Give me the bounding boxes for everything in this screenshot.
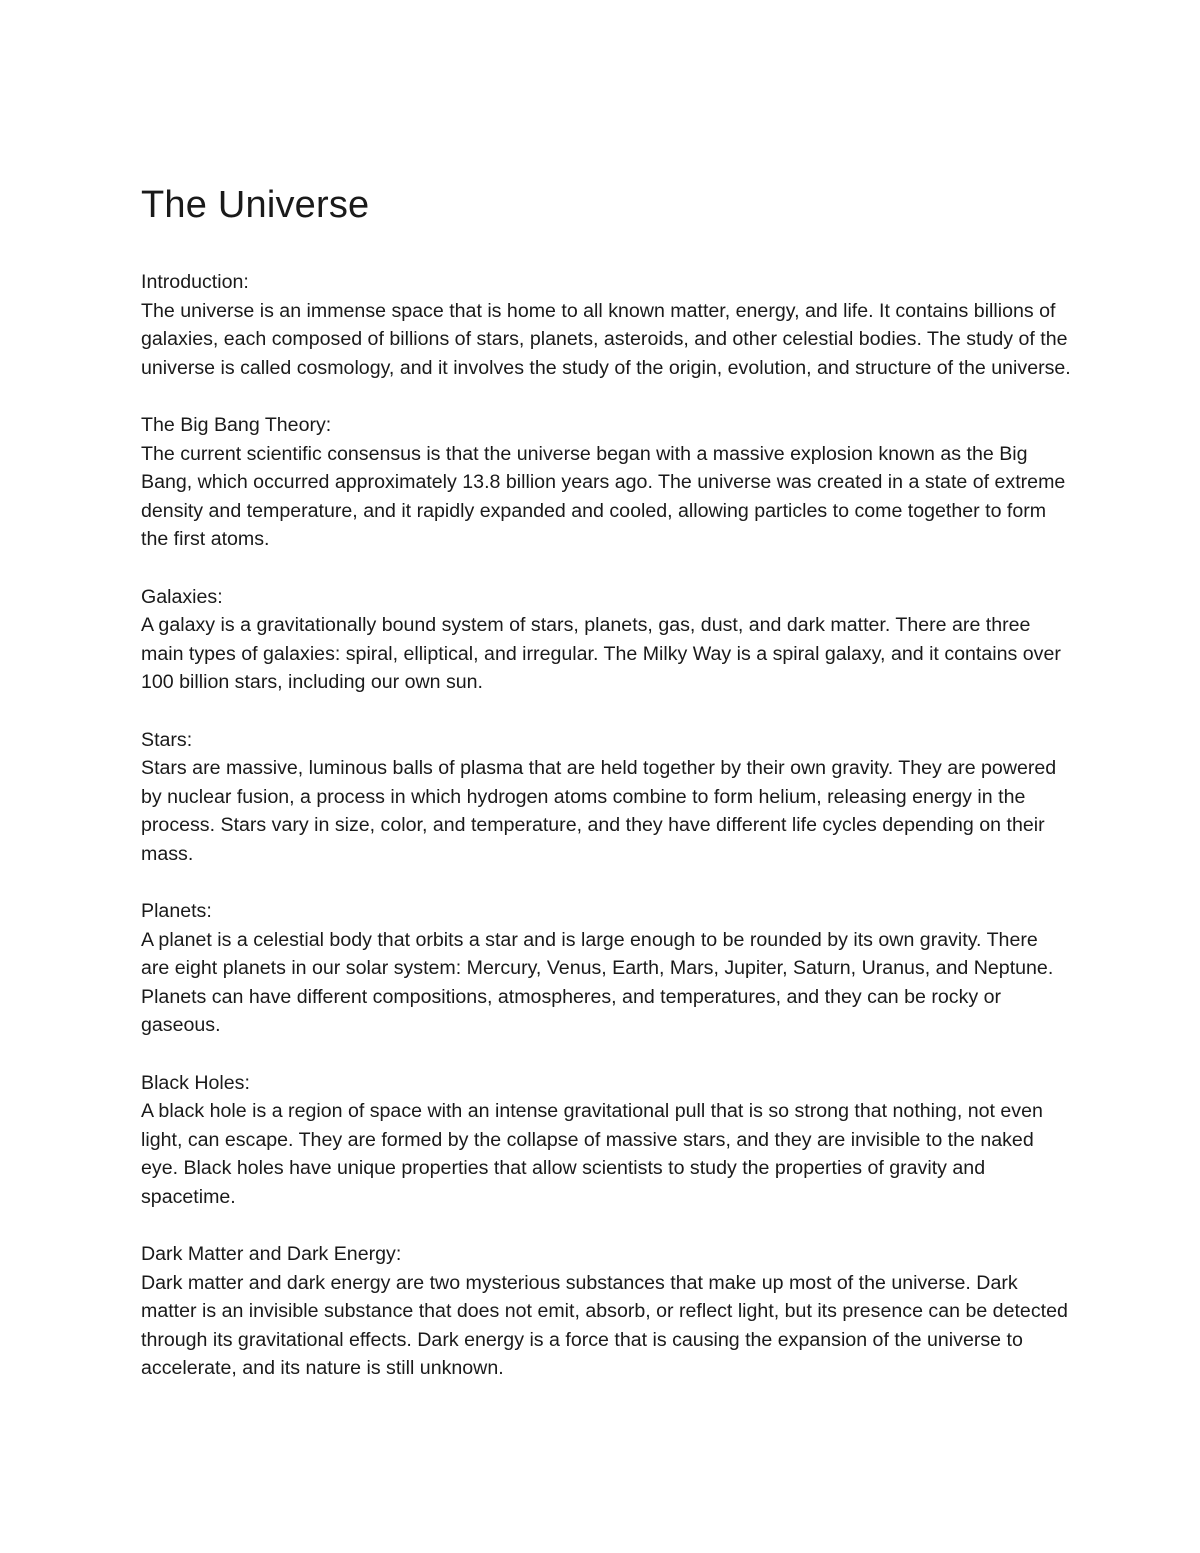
document-content	[141, 182, 1071, 1412]
section-dark-matter-and-dark-energy	[141, 1240, 1071, 1383]
section-heading: Black Holes:	[141, 1071, 250, 1094]
section-heading: Introduction:	[141, 271, 249, 293]
document-title: The Universe	[141, 184, 370, 226]
section-body: The current scientific consensus is that the universe began with a massive explosion known as the Big Bang, which occurred approximately 13.8 billion years ago. The universe was created in a state of extreme density and temperature, and it rapidly expanded and cooled, allowing particles to come together to form the first atoms.	[141, 442, 1066, 550]
section-body: A planet is a celestial body that orbits a star and is large enough to be rounded by its own gravity. There are eight planets in our solar system: Mercury, Venus, Earth, Mars, Jupiter, Saturn, Uranus, and Neptune. Planets can have different compositions, atmospheres, and temperatures, and they can be rocky or gaseous.	[141, 928, 1054, 1036]
section-body: Dark matter and dark energy are two mysterious substances that make up most of the universe. Dark matter is an invisible substance that does not emit, absorb, or reflect light, but its presence can be detected through its gravitational effects. Dark energy is a force that is causing the expansion of the universe to accelerate, and its nature is still unknown.	[141, 1271, 1068, 1379]
section-body: A black hole is a region of space with an intense gravitational pull that is so strong that nothing, not even light, can escape. They are formed by the collapse of massive stars, and they are invisible to the naked eye. Black holes have unique properties that allow scientists to study the properties of gravity and spacetime.	[141, 1100, 1043, 1208]
section-heading: Stars:	[141, 728, 193, 751]
section-body: The universe is an immense space that is home to all known matter, energy, and life. It contains billions of galaxies, each composed of billions of stars, planets, asteroids, and other celestial bodies. The study of the universe is called cosmology, and it involves the study of the origin, evolution, and structure of the universe.	[141, 299, 1071, 379]
section-body: Stars are massive, luminous balls of plasma that are held together by their own gravity. They are powered by nuclear fusion, a process in which hydrogen atoms combine to form helium, releasing energy in the process. Stars vary in size, color, and temperature, and they have different life cycles depending on their mass.	[141, 757, 1057, 865]
section-stars	[141, 726, 1071, 869]
section-heading: Planets:	[141, 900, 212, 922]
section-heading: Galaxies:	[141, 585, 223, 608]
section-heading: Dark Matter and Dark Energy:	[141, 1243, 402, 1265]
section-planets	[141, 897, 1071, 1040]
section-galaxies	[141, 583, 1071, 697]
section-heading: The Big Bang Theory:	[141, 414, 332, 436]
section-big-bang-theory	[141, 411, 1071, 554]
section-black-holes	[141, 1069, 1071, 1212]
section-introduction	[141, 268, 1071, 382]
section-body: A galaxy is a gravitationally bound system of stars, planets, gas, dust, and dark matter. There are three main types of galaxies: spiral, elliptical, and irregular. The Milky Way is a spiral galaxy, and it contains over 100 billion stars, including our own sun.	[141, 614, 1061, 693]
